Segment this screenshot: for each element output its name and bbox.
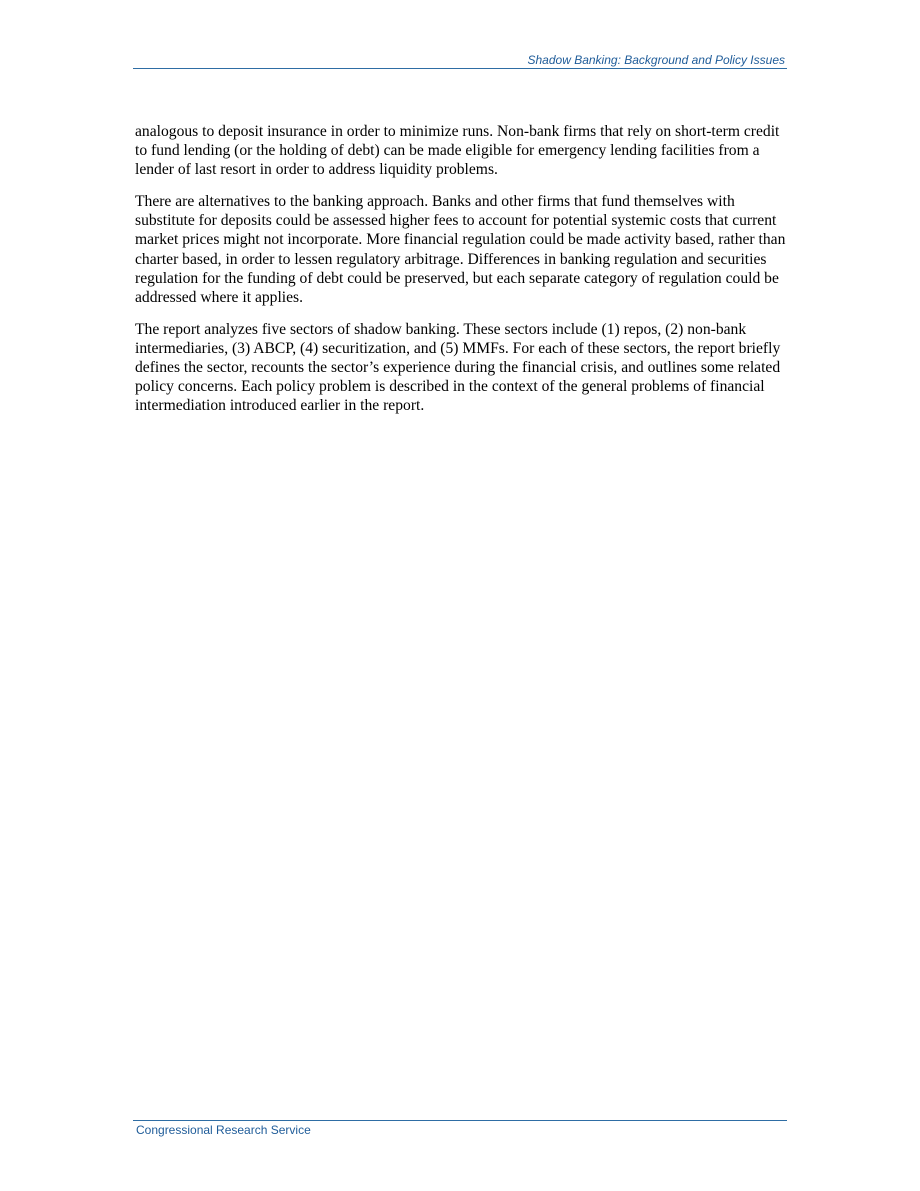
running-footer: Congressional Research Service bbox=[136, 1123, 311, 1137]
body-paragraph-3: The report analyzes five sectors of shadow banking. These sectors include (1) repos, (2) non-bank intermediaries, (3) ABCP, (4) securitization, and (5) MMFs. For each of these sectors, the report briefly defines the sector, recounts the sector’s experience during the financial crisis, and outlines some related policy concerns. Each policy problem is described in the context of the general problems of financial intermediation introduced earlier in the report. bbox=[135, 320, 781, 415]
header-divider bbox=[133, 68, 787, 69]
footer-divider bbox=[133, 1120, 787, 1121]
body-paragraph-2: There are alternatives to the banking approach. Banks and other firms that fund themselves with substitute for deposits could be assessed higher fees to account for potential systemic costs that current market prices might not incorporate. More financial regulation could be made activity based, rather than charter based, in order to lessen regulatory arbitrage. Differences in banking regulation and securities regulation for the funding of debt could be preserved, but each separate category of regulation could be addressed where it applies. bbox=[135, 193, 786, 307]
body-paragraph-1: analogous to deposit insurance in order to minimize runs. Non-bank firms that rely on short-term credit to fund lending (or the holding of debt) can be made eligible for emergency lending facilities from a lender of last resort in order to address liquidity problems. bbox=[135, 123, 780, 179]
document-body bbox=[135, 122, 795, 428]
running-header: Shadow Banking: Background and Policy Issues bbox=[527, 53, 785, 67]
